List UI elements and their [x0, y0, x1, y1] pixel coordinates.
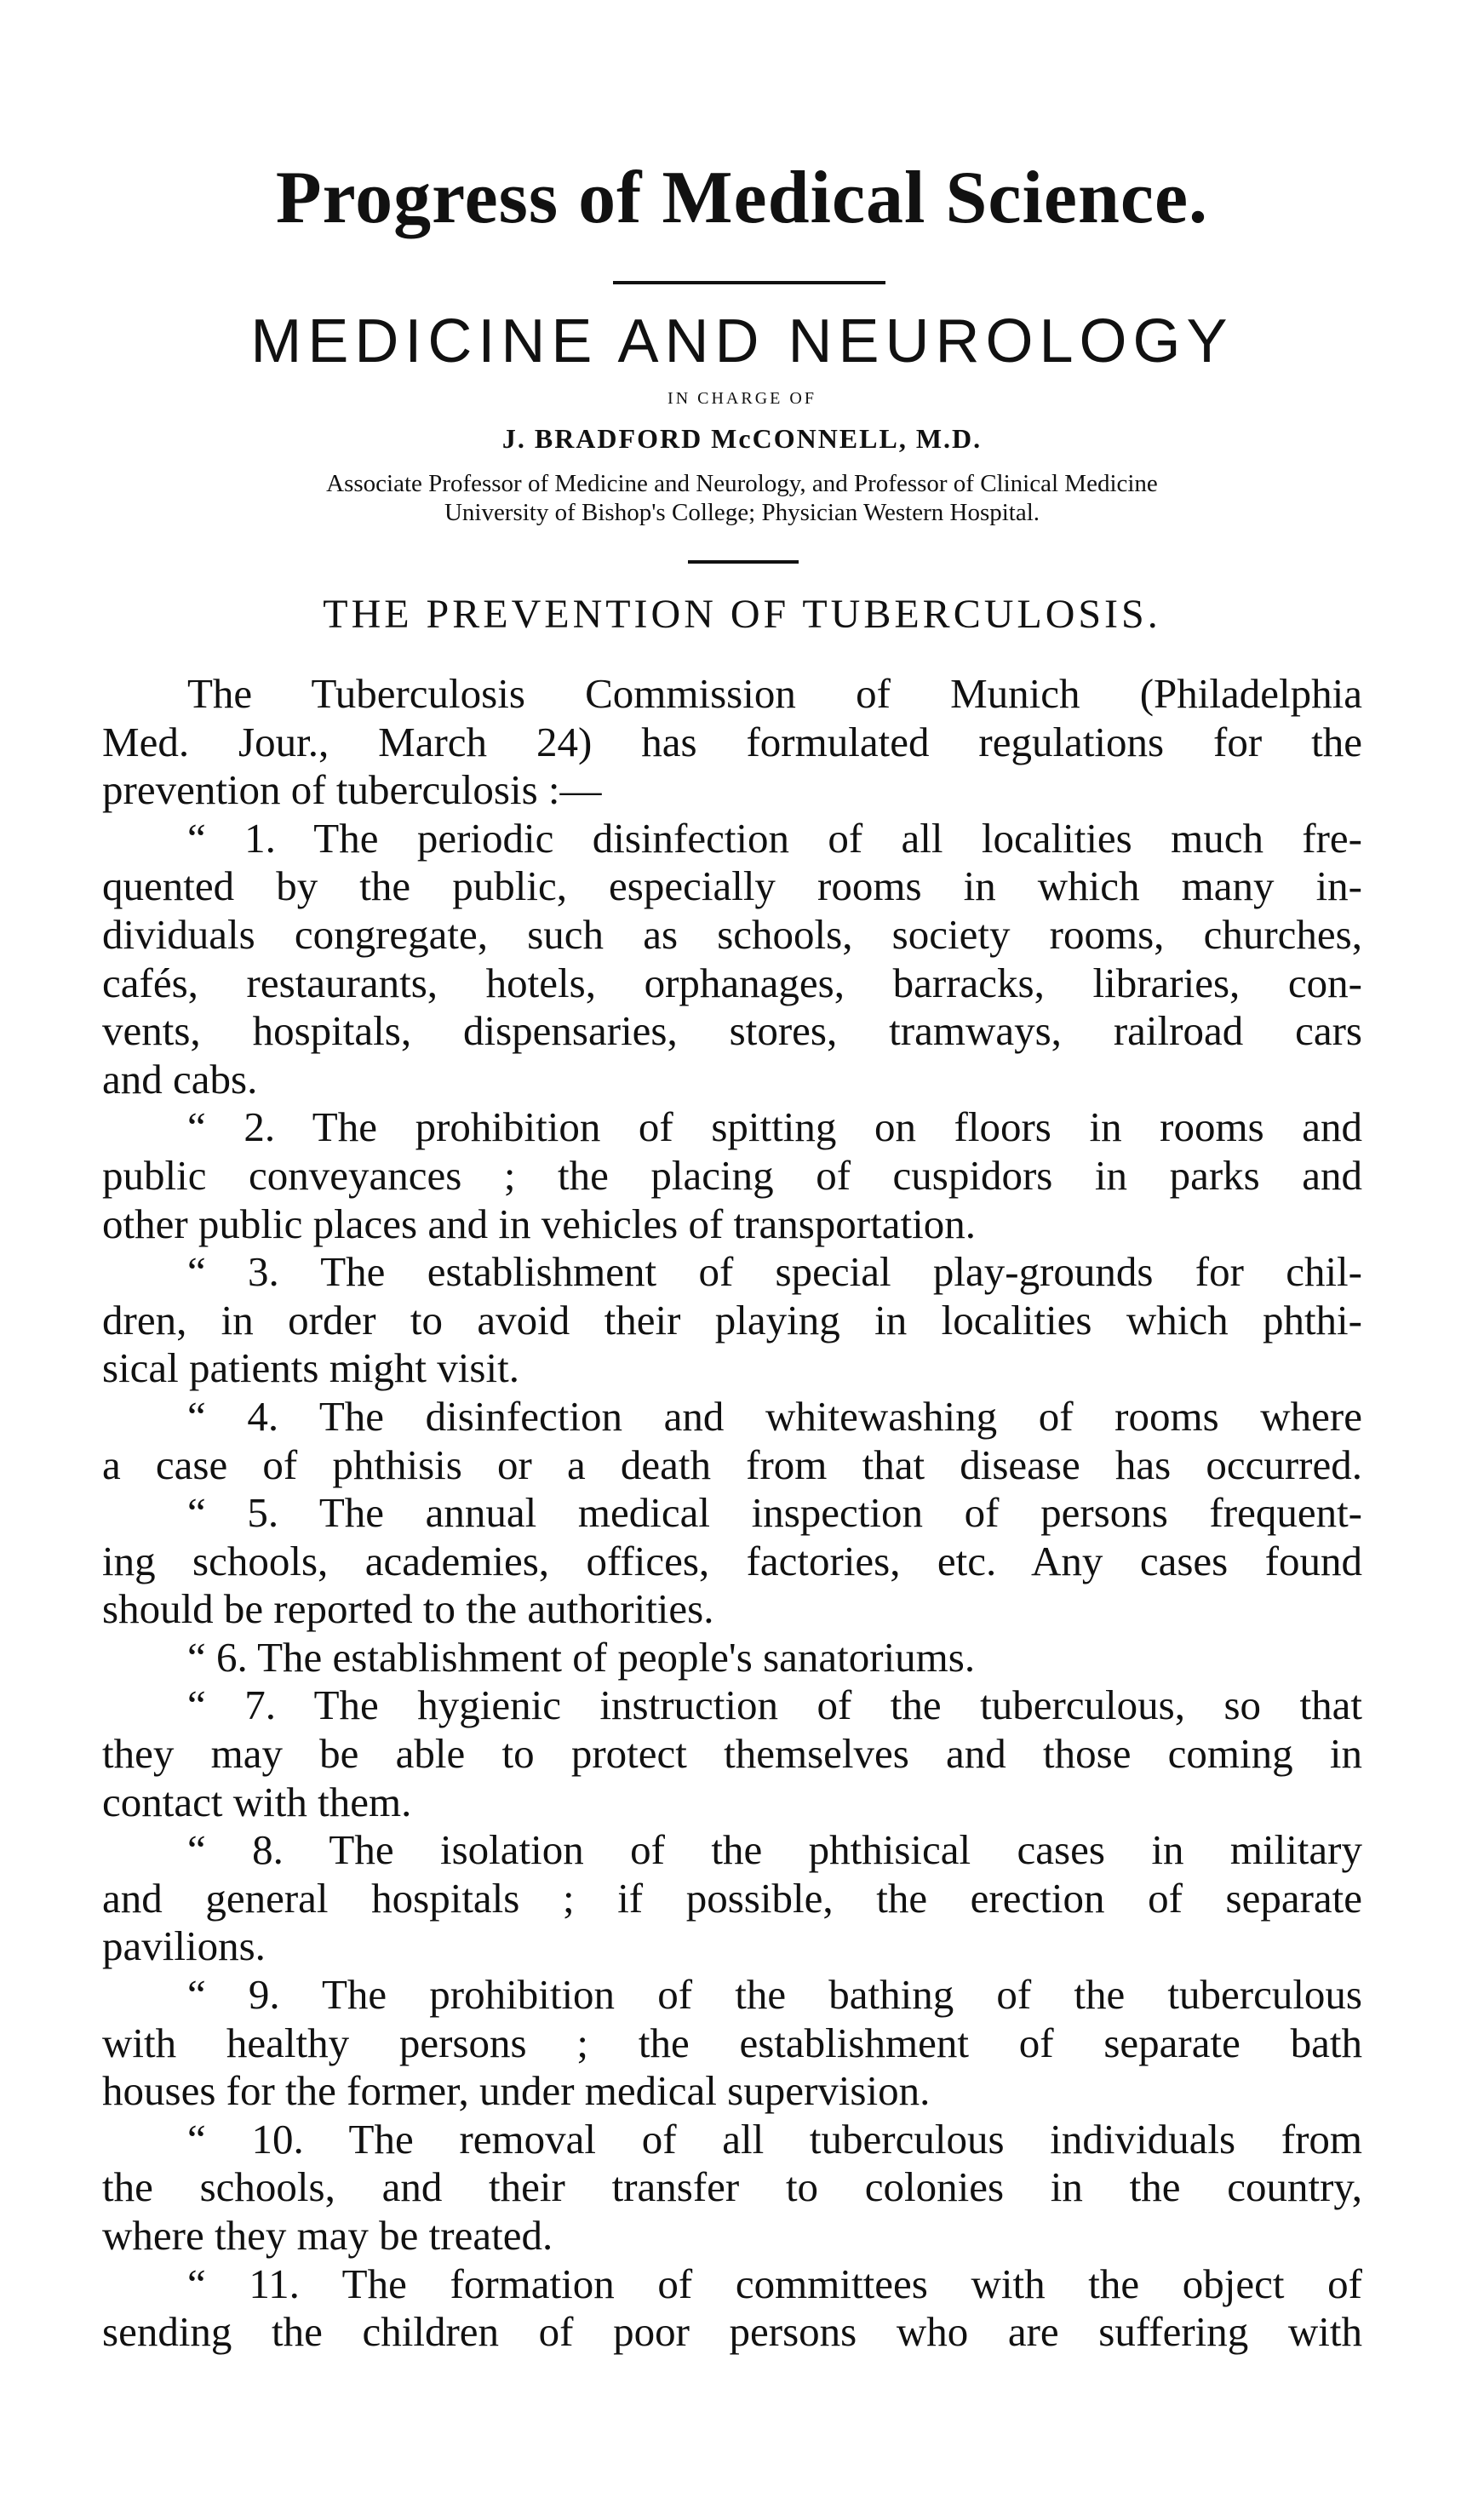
- article-line: “ 5. The annual medical inspection of persons frequent-: [187, 1489, 1362, 1537]
- article-line: The Tuberculosis Commission of Munich (Philadelphia: [187, 670, 1362, 717]
- article-line: vents, hospitals, dispensaries, stores, tramways, railroad cars: [102, 1007, 1362, 1055]
- article-line: “ 2. The prohibition of spitting on floors in rooms and: [187, 1103, 1362, 1151]
- section-heading: MEDICINE AND NEUROLOGY: [250, 307, 1234, 375]
- article-line: and general hospitals ; if possible, the erection of separate: [102, 1874, 1362, 1922]
- article-line: a case of phthisis or a death from that disease has occurred.: [102, 1441, 1362, 1488]
- article-line: public conveyances ; the placing of cuspidors in parks and: [102, 1151, 1362, 1199]
- article-line: “ 4. The disinfection and whitewashing of rooms where: [187, 1392, 1362, 1440]
- article-line: “ 8. The isolation of the phthisical cases in military: [187, 1826, 1362, 1874]
- article-line: “ 10. The removal of all tuberculous individuals from: [187, 2115, 1362, 2163]
- article-line: “ 3. The establishment of special play-grounds for chil-: [187, 1248, 1362, 1296]
- article-heading: THE PREVENTION OF TUBERCULOSIS.: [323, 592, 1161, 637]
- article-line: contact with them.: [102, 1778, 412, 1825]
- article-line: sical patients might visit.: [102, 1344, 519, 1392]
- article-line: and cabs.: [102, 1055, 258, 1103]
- article-line: “ 6. The establishment of people's sanatoriums.: [187, 1633, 976, 1681]
- article-line: “ 9. The prohibition of the bathing of the tuberculous: [187, 1971, 1362, 2019]
- article-line: prevention of tuberculosis :—: [102, 766, 602, 814]
- article-line: cafés, restaurants, hotels, orphanages, barracks, libraries, con-: [102, 959, 1362, 1006]
- article-line: the schools, and their transfer to colonies in the country,: [102, 2163, 1362, 2211]
- article-line: they may be able to protect themselves and those coming in: [102, 1730, 1362, 1778]
- author-affiliation-line2: University of Bishop's College; Physician Western Hospital.: [444, 499, 1040, 526]
- article-line: “ 7. The hygienic instruction of the tuberculous, so that: [187, 1681, 1362, 1729]
- article-line: Med. Jour., March 24) has formulated regulations for the: [102, 718, 1362, 765]
- article-line: dividuals congregate, such as schools, society rooms, churches,: [102, 910, 1362, 958]
- author-name: J. BRADFORD McCONNELL, M.D.: [501, 423, 983, 454]
- in-charge-of-label: IN CHARGE OF: [668, 389, 816, 408]
- article-line: pavilions.: [102, 1922, 266, 1970]
- page-title: Progress of Medical Science.: [275, 157, 1209, 239]
- article-body: [102, 670, 1362, 2357]
- article-line: other public places and in vehicles of transportation.: [102, 1200, 976, 1247]
- section-rule: [688, 560, 799, 564]
- title-rule: [613, 281, 885, 284]
- article-line: “ 11. The formation of committees with the object of: [187, 2260, 1362, 2307]
- article-line: with healthy persons ; the establishment of separate bath: [102, 2019, 1362, 2066]
- article-line: should be reported to the authorities.: [102, 1585, 714, 1633]
- article-line: dren, in order to avoid their playing in localities which phthi-: [102, 1296, 1362, 1343]
- article-line: ing schools, academies, offices, factories, etc. Any cases found: [102, 1537, 1362, 1584]
- article-line: where they may be treated.: [102, 2212, 553, 2259]
- article-line: houses for the former, under medical supervision.: [102, 2067, 931, 2115]
- article-line: “ 1. The periodic disinfection of all localities much fre-: [187, 814, 1362, 862]
- article-line: sending the children of poor persons who are suffering with: [102, 2308, 1362, 2356]
- author-affiliation-line1: Associate Professor of Medicine and Neurology, and Professor of Clinical Medicine: [326, 470, 1158, 497]
- article-line: quented by the public, especially rooms in which many in-: [102, 862, 1362, 910]
